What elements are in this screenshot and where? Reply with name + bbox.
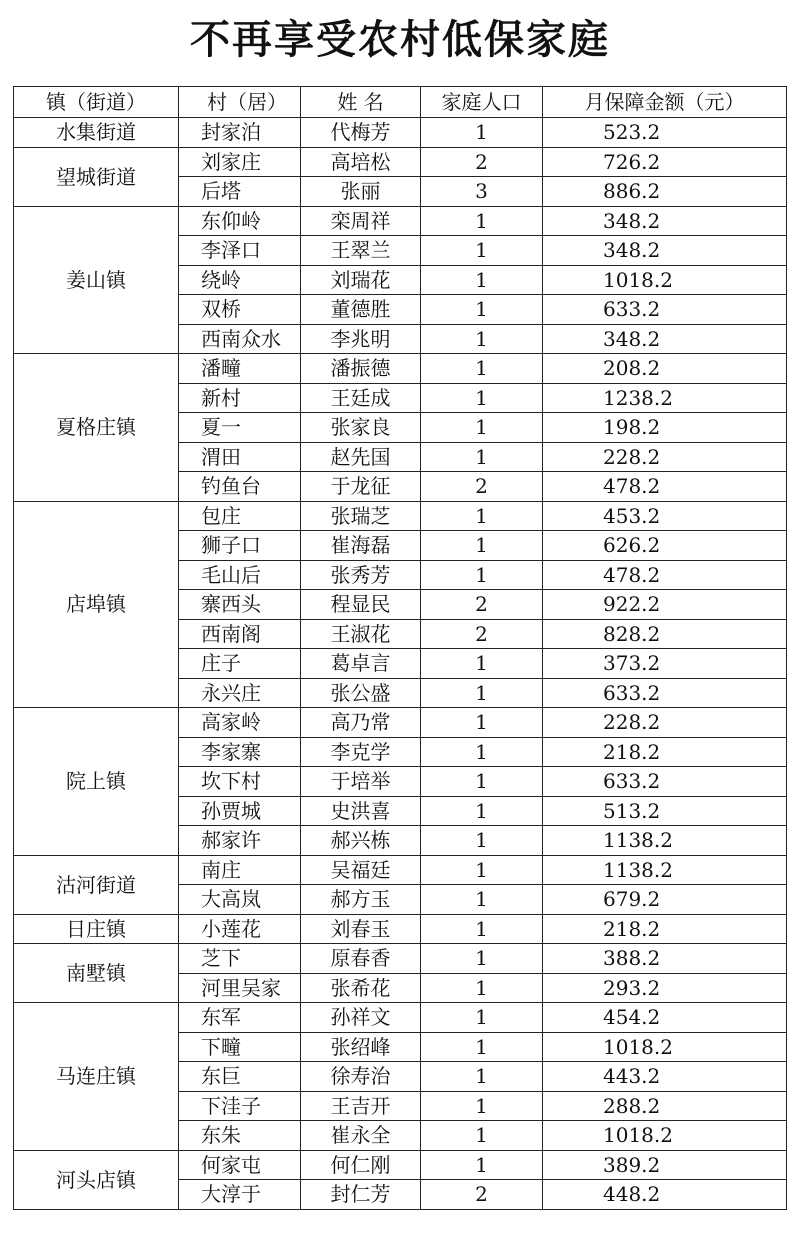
village-cell: 西南阁 [179,619,301,649]
village-cell: 郝家许 [179,826,301,856]
table-row [14,354,787,384]
name-cell: 刘春玉 [301,914,421,944]
table-row [14,147,787,177]
household-size-cell: 2 [421,472,543,502]
village-cell: 渭田 [179,442,301,472]
village-cell: 坎下村 [179,767,301,797]
household-size-cell: 1 [421,855,543,885]
village-cell: 潘疃 [179,354,301,384]
monthly-amount-cell: 388.2 [543,944,787,974]
monthly-amount-cell: 208.2 [543,354,787,384]
town-cell: 水集街道 [14,118,179,148]
household-size-cell: 2 [421,1180,543,1210]
town-cell: 沽河街道 [14,855,179,914]
household-size-cell: 1 [421,413,543,443]
table-row [14,1150,787,1180]
name-cell: 王廷成 [301,383,421,413]
village-cell: 芝下 [179,944,301,974]
household-size-cell: 1 [421,767,543,797]
household-size-cell: 1 [421,206,543,236]
monthly-amount-cell: 1138.2 [543,826,787,856]
household-size-cell: 1 [421,560,543,590]
name-cell: 程显民 [301,590,421,620]
name-cell: 张绍峰 [301,1032,421,1062]
monthly-amount-cell: 523.2 [543,118,787,148]
table-row [14,944,787,974]
name-cell: 王翠兰 [301,236,421,266]
name-cell: 葛卓言 [301,649,421,679]
village-cell: 南庄 [179,855,301,885]
village-cell: 后塔 [179,177,301,207]
name-cell: 张秀芳 [301,560,421,590]
monthly-amount-cell: 389.2 [543,1150,787,1180]
household-size-cell: 3 [421,177,543,207]
village-cell: 下洼子 [179,1091,301,1121]
name-cell: 张丽 [301,177,421,207]
name-cell: 于培举 [301,767,421,797]
village-cell: 李泽口 [179,236,301,266]
monthly-amount-cell: 1018.2 [543,1121,787,1151]
household-size-cell: 1 [421,708,543,738]
household-size-cell: 1 [421,324,543,354]
household-size-cell: 2 [421,619,543,649]
household-size-cell: 1 [421,1150,543,1180]
header-village: 村（居） [179,87,301,118]
monthly-amount-cell: 453.2 [543,501,787,531]
village-cell: 钓鱼台 [179,472,301,502]
household-size-cell: 2 [421,590,543,620]
village-cell: 东仰岭 [179,206,301,236]
monthly-amount-cell: 228.2 [543,442,787,472]
table-row [14,118,787,148]
name-cell: 董德胜 [301,295,421,325]
header-row [14,87,787,118]
village-cell: 李家寨 [179,737,301,767]
household-size-cell: 1 [421,885,543,915]
village-cell: 毛山后 [179,560,301,590]
household-size-cell: 1 [421,442,543,472]
household-size-cell: 1 [421,1003,543,1033]
monthly-amount-cell: 478.2 [543,472,787,502]
household-size-cell: 1 [421,383,543,413]
name-cell: 王淑花 [301,619,421,649]
monthly-amount-cell: 348.2 [543,206,787,236]
village-cell: 小莲花 [179,914,301,944]
monthly-amount-cell: 726.2 [543,147,787,177]
table-body [14,118,787,1210]
household-size-cell: 1 [421,1032,543,1062]
town-cell: 店埠镇 [14,501,179,708]
town-cell: 河头店镇 [14,1150,179,1209]
monthly-amount-cell: 1238.2 [543,383,787,413]
household-size-cell: 1 [421,1091,543,1121]
town-cell: 日庄镇 [14,914,179,944]
name-cell: 郝方玉 [301,885,421,915]
monthly-amount-cell: 228.2 [543,708,787,738]
village-cell: 东军 [179,1003,301,1033]
name-cell: 原春香 [301,944,421,974]
monthly-amount-cell: 679.2 [543,885,787,915]
household-size-cell: 1 [421,501,543,531]
village-cell: 何家屯 [179,1150,301,1180]
name-cell: 张家良 [301,413,421,443]
name-cell: 崔永全 [301,1121,421,1151]
name-cell: 张瑞芝 [301,501,421,531]
name-cell: 高乃常 [301,708,421,738]
name-cell: 孙祥文 [301,1003,421,1033]
table-row [14,855,787,885]
village-cell: 双桥 [179,295,301,325]
household-size-cell: 1 [421,973,543,1003]
low-income-table [13,86,787,1210]
household-size-cell: 1 [421,265,543,295]
name-cell: 李克学 [301,737,421,767]
monthly-amount-cell: 478.2 [543,560,787,590]
name-cell: 何仁刚 [301,1150,421,1180]
village-cell: 河里吴家 [179,973,301,1003]
household-size-cell: 1 [421,737,543,767]
name-cell: 代梅芳 [301,118,421,148]
household-size-cell: 1 [421,649,543,679]
monthly-amount-cell: 198.2 [543,413,787,443]
village-cell: 东朱 [179,1121,301,1151]
header-monthly-amount: 月保障金额（元） [543,87,787,118]
town-cell: 院上镇 [14,708,179,856]
village-cell: 包庄 [179,501,301,531]
village-cell: 大淳于 [179,1180,301,1210]
household-size-cell: 2 [421,147,543,177]
monthly-amount-cell: 626.2 [543,531,787,561]
town-cell: 姜山镇 [14,206,179,354]
household-size-cell: 1 [421,796,543,826]
village-cell: 寨西头 [179,590,301,620]
monthly-amount-cell: 1018.2 [543,265,787,295]
village-cell: 西南众水 [179,324,301,354]
table-row [14,708,787,738]
name-cell: 崔海磊 [301,531,421,561]
monthly-amount-cell: 633.2 [543,767,787,797]
village-cell: 下疃 [179,1032,301,1062]
village-cell: 新村 [179,383,301,413]
monthly-amount-cell: 348.2 [543,324,787,354]
monthly-amount-cell: 218.2 [543,914,787,944]
household-size-cell: 1 [421,944,543,974]
header-household-size: 家庭人口 [421,87,543,118]
monthly-amount-cell: 454.2 [543,1003,787,1033]
name-cell: 张希花 [301,973,421,1003]
header-name: 姓 名 [301,87,421,118]
header-town: 镇（街道） [14,87,179,118]
name-cell: 李兆明 [301,324,421,354]
monthly-amount-cell: 218.2 [543,737,787,767]
name-cell: 栾周祥 [301,206,421,236]
monthly-amount-cell: 348.2 [543,236,787,266]
village-cell: 大高岚 [179,885,301,915]
household-size-cell: 1 [421,1062,543,1092]
name-cell: 徐寿治 [301,1062,421,1092]
monthly-amount-cell: 513.2 [543,796,787,826]
household-size-cell: 1 [421,354,543,384]
household-size-cell: 1 [421,531,543,561]
monthly-amount-cell: 293.2 [543,973,787,1003]
table-row [14,1003,787,1033]
name-cell: 王吉开 [301,1091,421,1121]
monthly-amount-cell: 922.2 [543,590,787,620]
name-cell: 吴福廷 [301,855,421,885]
household-size-cell: 1 [421,826,543,856]
table-row [14,914,787,944]
table-row [14,206,787,236]
monthly-amount-cell: 828.2 [543,619,787,649]
name-cell: 张公盛 [301,678,421,708]
town-cell: 望城街道 [14,147,179,206]
name-cell: 赵先国 [301,442,421,472]
village-cell: 刘家庄 [179,147,301,177]
monthly-amount-cell: 373.2 [543,649,787,679]
household-size-cell: 1 [421,295,543,325]
monthly-amount-cell: 443.2 [543,1062,787,1092]
name-cell: 刘瑞花 [301,265,421,295]
household-size-cell: 1 [421,1121,543,1151]
name-cell: 潘振德 [301,354,421,384]
town-cell: 南墅镇 [14,944,179,1003]
page-title: 不再享受农村低保家庭 [190,17,610,63]
village-cell: 孙贾城 [179,796,301,826]
monthly-amount-cell: 886.2 [543,177,787,207]
monthly-amount-cell: 288.2 [543,1091,787,1121]
monthly-amount-cell: 1138.2 [543,855,787,885]
monthly-amount-cell: 1018.2 [543,1032,787,1062]
village-cell: 狮子口 [179,531,301,561]
village-cell: 封家泊 [179,118,301,148]
name-cell: 封仁芳 [301,1180,421,1210]
town-cell: 马连庄镇 [14,1003,179,1151]
village-cell: 绕岭 [179,265,301,295]
household-size-cell: 1 [421,678,543,708]
name-cell: 于龙征 [301,472,421,502]
town-cell: 夏格庄镇 [14,354,179,502]
name-cell: 郝兴栋 [301,826,421,856]
monthly-amount-cell: 633.2 [543,678,787,708]
village-cell: 庄子 [179,649,301,679]
household-size-cell: 1 [421,118,543,148]
table-row [14,501,787,531]
village-cell: 夏一 [179,413,301,443]
village-cell: 东巨 [179,1062,301,1092]
village-cell: 高家岭 [179,708,301,738]
name-cell: 史洪喜 [301,796,421,826]
name-cell: 高培松 [301,147,421,177]
monthly-amount-cell: 448.2 [543,1180,787,1210]
village-cell: 永兴庄 [179,678,301,708]
household-size-cell: 1 [421,914,543,944]
monthly-amount-cell: 633.2 [543,295,787,325]
household-size-cell: 1 [421,236,543,266]
